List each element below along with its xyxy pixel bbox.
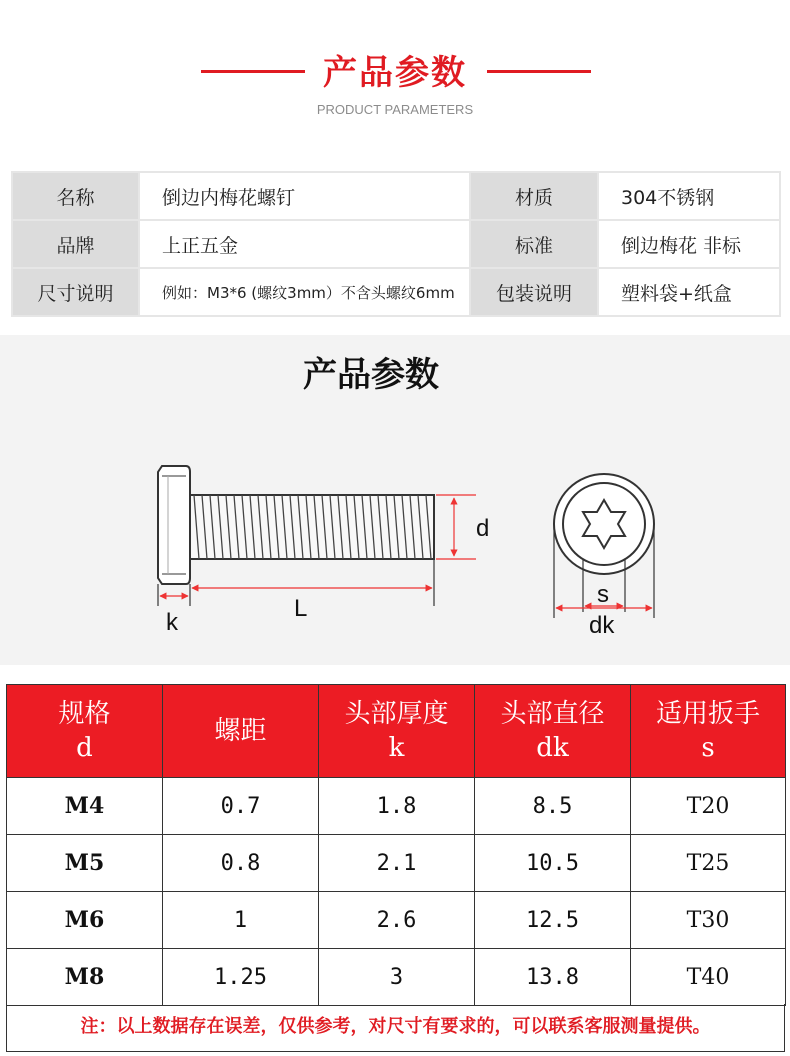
info-value: 倒边内梅花螺钉 — [139, 172, 470, 220]
table-row — [7, 949, 786, 1006]
disclaimer-note: 注：以上数据存在误差，仅供参考，对尺寸有要求的，可以联系客服测量提供。 — [6, 1004, 785, 1052]
screw-dimension-diagram — [0, 440, 790, 640]
col-header-head-thickness: 头部厚度 k — [319, 685, 475, 778]
table-row — [7, 892, 786, 949]
section-title: 产品参数 — [303, 355, 439, 395]
cell-driver: T25 — [631, 835, 786, 892]
col-header-size: 规格 d — [7, 685, 163, 778]
label-dk: dk — [589, 612, 615, 639]
label-L: L — [294, 595, 308, 622]
spec-table — [6, 684, 786, 1006]
screw-top-view — [554, 474, 654, 574]
cell-size: M5 — [7, 835, 163, 892]
cell-pitch: 0.7 — [163, 778, 319, 835]
col-header-pitch: 螺距 — [163, 685, 319, 778]
table-row — [12, 268, 780, 316]
cell-size: M4 — [7, 778, 163, 835]
page-subtitle: PRODUCT PARAMETERS — [316, 102, 474, 117]
page-header — [0, 0, 790, 140]
info-label: 尺寸说明 — [12, 268, 139, 316]
cell-dk: 10.5 — [475, 835, 631, 892]
info-value: 塑料袋+纸盒 — [598, 268, 780, 316]
info-value: 倒边梅花 非标 — [598, 220, 780, 268]
info-label: 品牌 — [12, 220, 139, 268]
table-row — [7, 835, 786, 892]
info-label: 材质 — [470, 172, 598, 220]
cell-driver: T40 — [631, 949, 786, 1006]
spec-header-row — [7, 685, 786, 778]
cell-size: M8 — [7, 949, 163, 1006]
cell-pitch: 0.8 — [163, 835, 319, 892]
info-value: 例如：M3*6 (螺纹3mm）不含头螺纹6mm — [139, 268, 470, 316]
cell-k: 3 — [319, 949, 475, 1006]
label-d: d — [476, 515, 490, 542]
table-row — [12, 220, 780, 268]
label-s: s — [597, 581, 609, 608]
cell-driver: T30 — [631, 892, 786, 949]
cell-pitch: 1 — [163, 892, 319, 949]
title-line-right — [487, 70, 591, 73]
page-title: 产品参数 — [323, 53, 467, 93]
table-row — [12, 172, 780, 220]
info-value: 上正五金 — [139, 220, 470, 268]
cell-k: 2.1 — [319, 835, 475, 892]
cell-dk: 12.5 — [475, 892, 631, 949]
label-k: k — [166, 609, 178, 636]
cell-dk: 8.5 — [475, 778, 631, 835]
info-label: 名称 — [12, 172, 139, 220]
col-header-head-diameter: 头部直径 dk — [475, 685, 631, 778]
cell-dk: 13.8 — [475, 949, 631, 1006]
cell-size: M6 — [7, 892, 163, 949]
cell-k: 1.8 — [319, 778, 475, 835]
col-header-driver: 适用扳手 s — [631, 685, 786, 778]
info-value: 304不锈钢 — [598, 172, 780, 220]
product-info-table — [11, 171, 781, 317]
cell-k: 2.6 — [319, 892, 475, 949]
table-row — [7, 778, 786, 835]
cell-pitch: 1.25 — [163, 949, 319, 1006]
info-label: 标准 — [470, 220, 598, 268]
screw-side-view — [158, 466, 434, 584]
cell-driver: T20 — [631, 778, 786, 835]
info-label: 包装说明 — [470, 268, 598, 316]
